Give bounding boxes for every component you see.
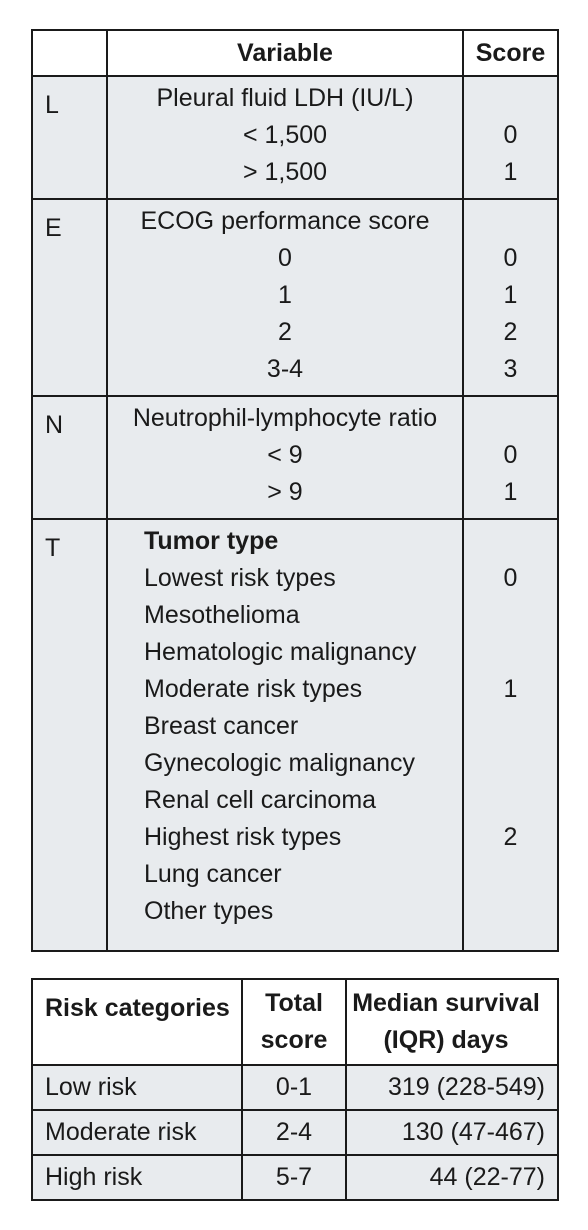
total-score-cell: 2-4 — [242, 1110, 346, 1155]
score-line — [464, 523, 557, 560]
section-letter-text: N — [45, 411, 64, 439]
section-letter — [32, 519, 107, 951]
variable-line: 3-4 — [266, 355, 304, 383]
table-row — [32, 1065, 558, 1110]
header-total-score — [242, 979, 346, 1065]
risk-table-header-row — [32, 979, 558, 1065]
total-score-cell: 0-1 — [242, 1065, 346, 1110]
table-row — [32, 1110, 558, 1155]
variable-line: Breast cancer — [144, 712, 299, 740]
lent-score-table — [31, 29, 559, 952]
variable-cell — [107, 76, 463, 199]
section-row-l — [32, 76, 558, 199]
section-row-n — [32, 396, 558, 519]
risk-category-cell: Moderate risk — [32, 1110, 242, 1155]
header-total-line2: score — [260, 1026, 328, 1054]
header-total-line1: Total — [265, 989, 323, 1017]
risk-category-cell: High risk — [32, 1155, 242, 1200]
score-table-header-row — [32, 30, 558, 76]
variable-line: Renal cell carcinoma — [144, 786, 377, 814]
score-line: 2 — [503, 823, 518, 851]
median-survival-cell: 319 (228-549) — [346, 1065, 558, 1110]
variable-line: < 1,500 — [242, 121, 328, 149]
section-row-e — [32, 199, 558, 396]
risk-categories-table — [31, 978, 559, 1201]
table-row — [32, 1155, 558, 1200]
total-score-cell: 5-7 — [242, 1155, 346, 1200]
variable-line-heading: Tumor type — [144, 527, 279, 555]
score-cell — [463, 199, 558, 396]
variable-cell — [107, 396, 463, 519]
score-line — [464, 597, 557, 634]
score-line — [464, 203, 557, 240]
score-line: 1 — [503, 675, 518, 703]
variable-line: Pleural fluid LDH (IU/L) — [156, 84, 414, 112]
score-line: 0 — [503, 244, 518, 272]
section-letter — [32, 76, 107, 199]
score-line — [464, 634, 557, 671]
header-median-survival — [346, 979, 558, 1065]
header-median-line2: (IQR) days — [383, 1026, 509, 1054]
section-letter-text: L — [45, 91, 59, 119]
score-line — [464, 80, 557, 117]
variable-cell — [107, 199, 463, 396]
variable-line: > 9 — [267, 478, 303, 506]
variable-line: Other types — [144, 897, 274, 925]
variable-line: 1 — [278, 281, 292, 309]
variable-line: 0 — [278, 244, 292, 272]
section-row-t — [32, 519, 558, 951]
score-line: 0 — [503, 564, 518, 592]
score-line: 0 — [503, 121, 518, 149]
score-line — [464, 745, 557, 782]
median-survival-cell: 44 (22-77) — [346, 1155, 558, 1200]
variable-line: Hematologic malignancy — [144, 638, 417, 666]
header-variable: Variable — [107, 30, 463, 76]
variable-cell — [107, 519, 463, 951]
score-line: 1 — [503, 478, 518, 506]
score-line — [464, 708, 557, 745]
risk-category-cell: Low risk — [32, 1065, 242, 1110]
score-line: 2 — [503, 318, 518, 346]
score-line — [464, 893, 557, 930]
score-line: 0 — [503, 441, 518, 469]
score-line — [464, 782, 557, 819]
variable-line: Lowest risk types — [144, 564, 336, 592]
score-line: 3 — [503, 355, 518, 383]
variable-line: Highest risk types — [144, 823, 342, 851]
score-cell — [463, 519, 558, 951]
variable-line: > 1,500 — [242, 158, 328, 186]
section-letter-text: E — [45, 214, 62, 242]
variable-line: ECOG performance score — [140, 207, 430, 235]
variable-line: Neutrophil-lymphocyte ratio — [132, 404, 438, 432]
score-cell — [463, 396, 558, 519]
header-risk-categories: Risk categories — [32, 979, 242, 1065]
score-line: 1 — [503, 281, 518, 309]
median-survival-cell: 130 (47-467) — [346, 1110, 558, 1155]
score-line — [464, 856, 557, 893]
section-letter — [32, 396, 107, 519]
score-cell — [463, 76, 558, 199]
section-letter-text: T — [45, 534, 61, 562]
variable-line: Mesothelioma — [144, 601, 300, 629]
score-line: 1 — [503, 158, 518, 186]
header-median-line1: Median survival — [352, 989, 540, 1017]
header-score: Score — [463, 30, 558, 76]
variable-line: Lung cancer — [144, 860, 282, 888]
variable-line: 2 — [278, 318, 292, 346]
section-letter — [32, 199, 107, 396]
variable-line: Moderate risk types — [144, 675, 363, 703]
score-line — [464, 400, 557, 437]
variable-line: < 9 — [267, 441, 303, 469]
variable-line: Gynecologic malignancy — [144, 749, 415, 777]
header-letter-cell — [32, 30, 107, 76]
